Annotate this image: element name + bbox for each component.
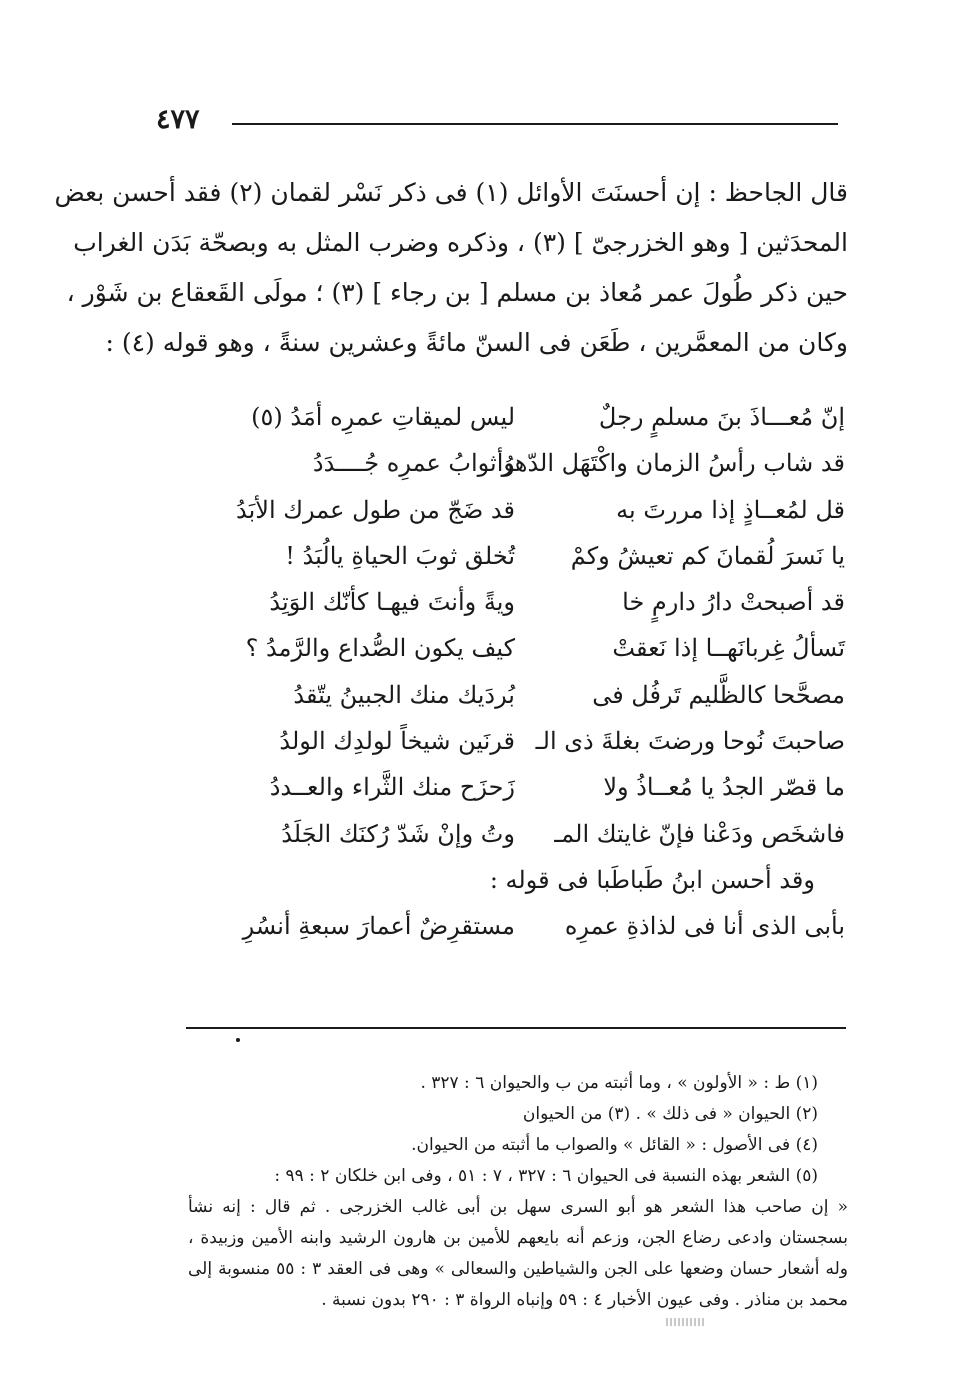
second-hemistich: ويةً وأنتَ فيهـا كأنّك الوَتِدُ: [269, 588, 515, 617]
intro-line: وكان من المعمَّرين ، طَعَن فى السنّ مائةً وعشرين سنةً ، وهو قوله (٤) :: [105, 328, 848, 357]
intro-line: قال الجاحظ : إن أحسنَتَ الأوائل (١) فى ذكر نَسْر لقمان (٢) فقد أحسن بعض: [54, 178, 848, 207]
intro-line: المحدَثين [ وهو الخزرجىّ ] (٣) ، وذكره وضرب المثل به وبصحّة بَدَن الغراب: [73, 228, 848, 257]
footnote-rule: [186, 1027, 846, 1029]
footnotes: [188, 1068, 848, 1316]
verse: [205, 811, 845, 857]
footnote-continuation: محمد بن مناذر . وفى عيون الأخبار ٤ : ٥٩ وإنباه الرواة ٣ : ٢٩٠ بدون نسبة .: [321, 1290, 848, 1310]
verse: [205, 440, 845, 486]
verse: [205, 672, 845, 718]
scan-stamp: [666, 1318, 706, 1326]
first-hemistich: إنّ مُعـــاذَ بنَ مسلمٍ رجلٌ: [598, 403, 845, 431]
second-hemistich: قد ضَجّ من طول عمرك الأبَدُ: [236, 495, 515, 524]
footnote: (١) ط : « الأولون » ، وما أثبته من ب والحيوان ٦ : ٣٢٧ .: [420, 1073, 818, 1093]
verse: [205, 718, 845, 764]
first-hemistich: بأبى الذى أنا فى لذاذةِ عمرِه: [564, 912, 845, 941]
transition-line-row: [205, 857, 845, 903]
footnote: (٢) الحيوان « فى ذلك » . (٣) من الحيوان: [522, 1104, 818, 1124]
second-hemistich: بُردَيك منك الجبينُ يتّقدُ: [293, 680, 515, 709]
footnote-continuation: « إن صاحب هذا الشعر هو أبو السرى سهل بن أبى غالب الخزرجى . ثم قال : إنه نشأ: [188, 1197, 848, 1217]
footnote: (٥) الشعر بهذه النسبة فى الحيوان ٦ : ٣٢٧ ، ٧ : ٥١ ، وفى ابن خلكان ٢ : ٩٩ :: [274, 1166, 818, 1186]
intro-line: حين ذكر طُولَ عمر مُعاذ بن مسلم [ بن رجاء ] (٣) ؛ مولَى القَعقاع بن شَوْر ،: [66, 278, 848, 307]
second-hemistich: ليس لميقاتِ عمرِه أمَدُ (٥): [251, 403, 515, 431]
first-hemistich: تَسألُ غِربانَهــا إذا نَعقتْ: [612, 634, 845, 663]
page-number: ٤٧٧: [156, 104, 200, 135]
verse: [205, 579, 845, 625]
first-hemistich: قد شاب رأسُ الزمان واكْتَهَل الدّهرُ: [501, 449, 845, 478]
poem: [205, 394, 845, 950]
verse: [205, 394, 845, 440]
footnote-marker-dot: [236, 1038, 240, 1042]
transition-line: وقد أحسن ابنُ طَباطَبا فى قوله :: [489, 865, 815, 894]
verse: [205, 625, 845, 671]
first-hemistich: صاحبتَ نُوحا ورضتَ بغلةَ ذى الـ: [535, 727, 845, 756]
header-rule: [232, 123, 838, 125]
first-hemistich: ما قصّر الجدُ يا مُعــاذُ ولا: [603, 773, 845, 802]
second-hemistich: وتُ وإنْ شَدّ رُكنَك الجَلَدُ: [281, 819, 515, 848]
second-hemistich: تُخلق ثوبَ الحياةِ يالُبَدُ !: [285, 541, 515, 570]
footnote-continuation: بسجستان وادعى رضاع الجن، وزعم أنه بايعهم للأمين بن هارون الرشيد وابنه الأمين وزبيدة ،: [188, 1228, 848, 1248]
footnote: (٤) فى الأصول : « القائل » والصواب ما أثبته من الحيوان.: [411, 1135, 818, 1155]
second-hemistich: قرنَين شيخاً لولدِك الولدُ: [279, 727, 515, 756]
final-verse: [205, 903, 845, 949]
intro-paragraph: [54, 168, 848, 368]
first-hemistich: يا نَسرَ لُقمانَ كم تعيشُ وكمْ: [570, 541, 845, 570]
second-hemistich: زَحزَح منك الثَّراء والعــددُ: [269, 773, 515, 802]
first-hemistich: قد أصبحتْ دارُ دارمٍ خا: [622, 588, 845, 617]
verse: [205, 764, 845, 810]
second-hemistich: وأثوابُ عمرِه جُــــدَدُ: [312, 449, 515, 478]
verse: [205, 487, 845, 533]
second-hemistich: مستقرِضٌ أعمارَ سبعةِ أنسُرِ: [242, 912, 515, 941]
first-hemistich: فاشخَص ودَعْنا فإنّ غايتك المـ: [554, 819, 845, 848]
second-hemistich: كيف يكون الصُّداع والرَّمدُ ؟: [245, 634, 515, 663]
first-hemistich: مصحَّحا كالظَّليم تَرفُل فى: [592, 680, 845, 709]
first-hemistich: قل لمُعــاذٍ إذا مررتَ به: [616, 495, 845, 524]
verse: [205, 533, 845, 579]
footnote-continuation: وله أشعار حسان وضعها على الجن والشياطين والسعالى » وهى فى العقد ٣ : ٥٥ منسوبة إلى: [188, 1259, 848, 1279]
